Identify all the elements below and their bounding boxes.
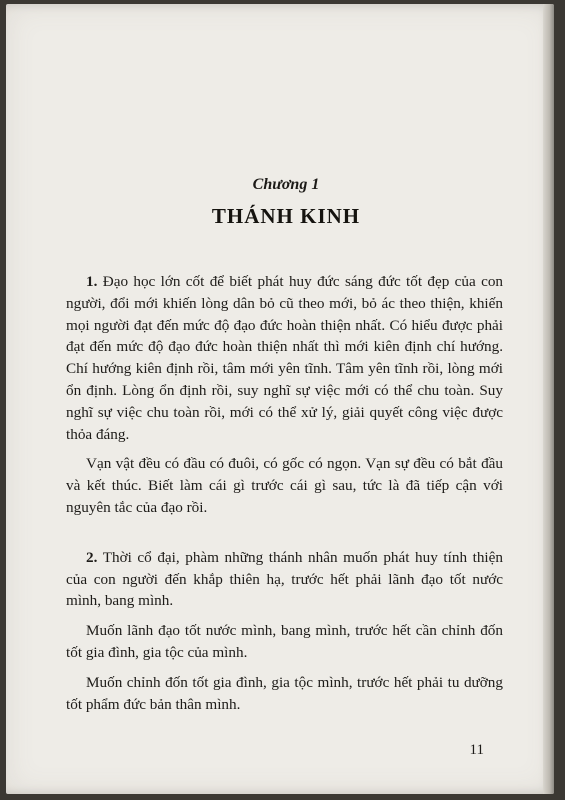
paragraph — [66, 672, 503, 716]
page-number: 11 — [469, 742, 484, 758]
paragraph-text: Muốn lãnh đạo tốt nước mình, bang mình, trước hết cần chỉnh đốn tốt gia đình, gia tộc của mình. — [66, 622, 503, 661]
paragraph — [66, 453, 503, 518]
chapter-heading: Chương 1 — [252, 176, 320, 193]
paragraph-text: Thời cổ đại, phàm những thánh nhân muốn phát huy tính thiện của con người đến khắp thiên hạ, trước hết phải lãnh đạo tốt nước mình, bang mình. — [66, 548, 503, 610]
paragraph — [66, 547, 503, 612]
paragraph-text: Muốn chỉnh đốn tốt gia đình, gia tộc mình, trước hết phải tu dưỡng tốt phẩm đức bản thân mình. — [66, 673, 503, 713]
paragraph-number: 1. — [86, 273, 98, 290]
paragraph-number: 2. — [86, 548, 98, 566]
page-edge — [543, 4, 554, 794]
chapter-title: THÁNH KINH — [211, 204, 361, 228]
paragraph-text: Đạo học lớn cốt để biết phát huy đức sáng đức tốt đẹp của con người, đổi mới khiến lòng dân bỏ cũ theo mới, bỏ ác theo thiện, khiến mọi người đạt đến mức độ đạo đức hoàn thiện nhất. Có hiểu được phải đạt đến mức độ đạo đức hoàn thiện nhất thì mới kiên định chí hướng. Chí hướng kiên định rồi, tâm mới yên tĩnh. Tâm yên tĩnh rồi, lòng mới ổn định. Lòng ổn định rồi, suy nghĩ sự việc mới có thể chu toàn. Suy nghĩ sự việc chu toàn rồi, mới có thể xử lý, giải quyết công việc được thỏa đáng. — [66, 273, 504, 443]
paragraph-text: Vạn vật đều có đầu có đuôi, có gốc có ngọn. Vạn sự đều có bắt đầu và kết thúc. Biết làm cái gì trước cái gì sau, tức là đã tiếp cận với nguyên tắc của đạo rồi. — [66, 455, 503, 516]
paragraph — [66, 271, 503, 445]
book-page — [6, 4, 554, 794]
body-text — [66, 271, 503, 715]
paragraph — [66, 620, 503, 664]
